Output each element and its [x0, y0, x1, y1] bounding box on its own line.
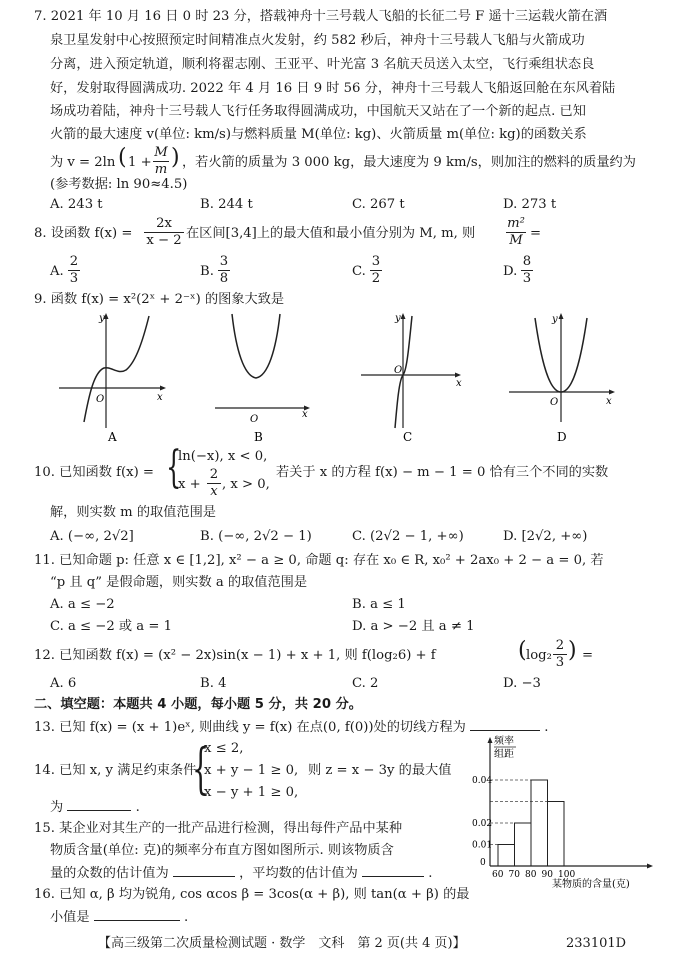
q13-text: 13. 已知 f(x) = (x + 1)eˣ, 则曲线 y = f(x) 在点(0, f(0))处的切线方程为: [34, 720, 466, 735]
q8-frac-num: 2x: [156, 216, 172, 231]
option-label: A.: [50, 264, 64, 279]
q7-line: 火箭的最大速度 v(单位: km/s)与燃料质量 M(单位: kg)、火箭质量 m(单位: kg)的函数关系: [50, 127, 587, 142]
q12-option-a[interactable]: A. 6: [50, 676, 77, 691]
histogram-reference-lines: [490, 780, 548, 845]
q8-ratio-num: m²: [507, 216, 525, 231]
q10-case2-pre: x +: [178, 477, 201, 492]
q10-option-b[interactable]: B. (−∞, 2√2 − 1): [200, 529, 312, 544]
q9-stem: 9. 函数 f(x) = x²(2ˣ + 2⁻ˣ) 的图象大致是: [34, 292, 285, 307]
brace-icon: {: [166, 442, 182, 493]
y-label-top: 频率: [494, 736, 514, 747]
histogram-bar: [498, 845, 515, 867]
frequency-histogram: [472, 734, 662, 894]
q9-option-d[interactable]: [505, 310, 620, 445]
q12-frac-num: 2: [555, 638, 565, 653]
graph-a-x-label: x: [157, 392, 163, 403]
q15-line: 15. 某企业对其生产的一批产品进行检测，得出每件产品中某种: [34, 821, 403, 836]
q15-mid: ，平均数的估计值为: [239, 866, 358, 881]
q11-option-a[interactable]: A. a ≤ −2: [50, 597, 115, 612]
q7-line: 场成功着陆，神舟十三号载人飞行任务取得圆满成功，中国航天又站在了一个新的起点. 已知: [50, 104, 586, 119]
q11-option-b[interactable]: B. a ≤ 1: [352, 597, 406, 612]
graph-c-icon: [355, 310, 470, 445]
graph-b-x-label: x: [302, 409, 308, 420]
q7-option-b[interactable]: B. 244 t: [200, 197, 253, 212]
q15-line3-text: 量的众数的估计值为: [50, 866, 169, 881]
option-num: 3: [371, 254, 381, 269]
q7-line: 好，发射取得圆满成功. 2022 年 4 月 16 日 9 时 56 分，神舟十三号载人飞船返回舱在东风着陆: [50, 81, 616, 96]
q14-end: .: [135, 800, 140, 815]
q15-mode-blank[interactable]: [173, 862, 235, 877]
x-tick-label: 60: [492, 870, 504, 880]
q8-stem: [34, 216, 654, 250]
graph-d-origin: O: [550, 397, 559, 408]
q7-line: 泉卫星发射中心按照预定时间精准点火发射，约 582 秒后，神舟十三号载人飞船与火箭成功: [50, 33, 585, 48]
q7-line: 分离，进入预定轨道，顺利将翟志刚、王亚平、叶光富 3 名航天员送入太空，飞行乘组状态良: [50, 57, 595, 72]
q11-line2: “p 且 q” 是假命题，则实数 a 的取值范围是: [50, 575, 308, 590]
q16-line2: [50, 906, 188, 929]
q10-option-a[interactable]: A. (−∞, 2√2]: [50, 529, 134, 544]
q8-frac-den: x − 2: [146, 233, 182, 248]
graph-d-x-label: x: [606, 396, 612, 407]
q12-suffix: =: [582, 648, 594, 663]
q11-option-c[interactable]: C. a ≤ −2 或 a = 1: [50, 619, 172, 634]
q10-case2-den: x: [210, 484, 218, 499]
graph-b-origin: O: [250, 414, 259, 425]
paren-close: ): [171, 145, 180, 170]
q14-constraint-1: x ≤ 2,: [204, 741, 244, 756]
q10-case2-num: 2: [209, 467, 219, 482]
x-axis-label: 某物质的含量(克): [552, 879, 630, 890]
q8-ratio-den: M: [509, 233, 523, 248]
graph-b-label: B: [254, 430, 263, 444]
q8-option-c[interactable]: [352, 253, 412, 287]
option-den: 3: [522, 271, 532, 286]
q8-prefix: 8. 设函数 f(x) =: [34, 226, 133, 241]
footer-title: 【高三级第二次质量检测试题 · 数学 文科 第 2 页(共 4 页)】: [98, 936, 466, 951]
q14-stem: [34, 738, 464, 804]
q9-option-a[interactable]: [56, 310, 171, 445]
q10-case2-post: , x > 0,: [222, 477, 270, 492]
q10-line2: 解，则实数 m 的取值范围是: [50, 505, 216, 520]
q16-line1: 16. 已知 α, β 均为锐角, cos αcos β = 3cos(α + β), 则 tan(α + β) 的最: [34, 887, 470, 902]
option-num: 8: [522, 254, 532, 269]
paren-open: (: [118, 145, 127, 170]
q15-end: .: [428, 866, 433, 881]
paren-open: (: [518, 638, 527, 663]
histogram-bar: [531, 780, 548, 866]
q8-option-a[interactable]: [50, 253, 110, 287]
x-tick-label: 80: [525, 870, 537, 880]
q15-mean-blank[interactable]: [362, 862, 424, 877]
brace-icon: {: [192, 737, 210, 800]
graph-d-label: D: [557, 430, 567, 444]
q8-middle: 在区间[3,4]上的最大值和最小值分别为 M, m, 则: [186, 226, 476, 241]
q7-formula-suffix: ，若火箭的质量为 3 000 kg，最大速度为 9 km/s，则加注的燃料的质量约为: [182, 155, 636, 170]
q12-prefix: 12. 已知函数 f(x) = (x² − 2x)sin(x − 1) + x + 1, 则 f(log₂6) + f: [34, 648, 436, 663]
q7-option-c[interactable]: C. 267 t: [352, 197, 405, 212]
y-tick-labels: [472, 776, 492, 851]
q16-answer-blank[interactable]: [94, 906, 180, 921]
graph-c-label: C: [403, 430, 413, 444]
q11-option-d[interactable]: D. a > −2 且 a ≠ 1: [352, 619, 475, 634]
q14-constraint-2: x + y − 1 ≥ 0,: [204, 763, 299, 778]
paren-close: ): [568, 638, 577, 663]
y-axis-arrow: [488, 737, 493, 743]
q14-line2-text: 为: [50, 800, 64, 815]
q7-formula-prefix: 为 v = 2ln: [50, 155, 116, 170]
graph-a-origin: O: [96, 394, 105, 405]
q10-prefix: 10. 已知函数 f(x) =: [34, 465, 154, 480]
y-tick-label: 0.01: [472, 840, 493, 851]
q7-option-d[interactable]: D. 273 t: [503, 197, 557, 212]
graph-b-y-label: y: [210, 310, 211, 311]
q8-option-b[interactable]: [200, 253, 260, 287]
graph-c-x-label: x: [456, 378, 462, 389]
x-tick-label: 100: [558, 870, 576, 880]
q14-constraint-3: x − y + 1 ≥ 0,: [204, 785, 299, 800]
option-num: 3: [219, 254, 229, 269]
q8-suffix: =: [530, 226, 542, 241]
graph-a-y-label: y: [99, 313, 105, 324]
q9-option-c[interactable]: [355, 310, 470, 445]
q15-line3: [50, 862, 432, 885]
option-den: 3: [69, 271, 79, 286]
q10-suffix: 若关于 x 的方程 f(x) − m − 1 = 0 恰有三个不同的实数: [276, 465, 609, 480]
footer-code: 233101D: [566, 936, 627, 951]
q10-option-c[interactable]: C. (2√2 − 1, +∞): [352, 529, 464, 544]
graph-d-y-label: y: [552, 314, 558, 325]
q7-reference: (参考数据: ln 90≈4.5): [50, 177, 188, 192]
q8-option-d[interactable]: [503, 253, 563, 287]
option-den: 8: [219, 271, 229, 286]
q13-end: .: [544, 720, 549, 735]
q12-option-d[interactable]: D. −3: [503, 676, 541, 691]
option-label: D.: [503, 264, 518, 279]
q10-case1: ln(−x), x < 0,: [178, 449, 268, 464]
graph-d-icon: [505, 310, 620, 445]
q16-line2-text: 小值是: [50, 910, 90, 925]
q14-prefix: 14. 已知 x, y 满足约束条件: [34, 763, 197, 778]
q12-option-b[interactable]: B. 4: [200, 676, 227, 691]
option-label: C.: [352, 264, 366, 279]
x-tick-label: 90: [541, 870, 553, 880]
q15-line: 物质含量(单位: 克)的频率分布直方图如图所示. 则该物质含: [50, 843, 394, 858]
q7-formula-one: 1 +: [128, 155, 152, 170]
q7-line: 7. 2021 年 10 月 16 日 0 时 23 分，搭载神舟十三号载人飞船的长征二号 F 遥十三运载火箭在酒: [34, 9, 608, 24]
q16-end: .: [183, 910, 189, 925]
q10-option-d[interactable]: D. [2√2, +∞): [503, 529, 588, 544]
graph-b-icon: [210, 310, 325, 445]
q14-line2: [50, 796, 140, 819]
option-label: B.: [200, 264, 214, 279]
graph-c-origin: O: [394, 365, 403, 376]
q12-option-c[interactable]: C. 2: [352, 676, 379, 691]
y-tick-label: 0.04: [472, 776, 493, 786]
option-num: 2: [69, 254, 79, 269]
q12-frac-den: 3: [555, 655, 565, 670]
q12-log-base: log₂: [526, 648, 552, 663]
x-axis-arrow: [647, 864, 653, 869]
graph-c-y-label: y: [395, 313, 401, 324]
histogram-bar: [548, 802, 565, 867]
q7-formula-den: m: [154, 162, 168, 177]
q11-line1: 11. 已知命题 p: 任意 x ∈ [1,2], x² − a ≥ 0, 命题 q: 存在 x₀ ∈ R, x₀² + 2ax₀ + 2 − a = 0, 若: [34, 553, 604, 568]
origin-label: 0: [480, 858, 486, 868]
q7-formula-num: M: [154, 145, 168, 160]
q9-option-b[interactable]: [210, 310, 325, 445]
q10-stem: [34, 442, 664, 499]
q14-answer-blank[interactable]: [67, 796, 131, 811]
graph-a-icon: [56, 310, 171, 445]
y-label-bottom: 组距: [494, 749, 514, 760]
x-tick-label: 70: [508, 870, 520, 880]
q12-stem: [34, 636, 664, 672]
option-den: 2: [371, 271, 381, 286]
q7-option-a[interactable]: A. 243 t: [50, 197, 103, 212]
q13-answer-blank[interactable]: [470, 716, 540, 731]
q14-suffix: 则 z = x − 3y 的最大值: [308, 763, 452, 778]
graph-a-label: A: [108, 430, 117, 444]
y-tick-label: 0.02: [472, 819, 493, 829]
section-heading: 二、填空题：本题共 4 小题，每小题 5 分，共 20 分。: [34, 697, 362, 712]
histogram-bar: [515, 823, 532, 866]
histogram-chart: [472, 734, 662, 894]
